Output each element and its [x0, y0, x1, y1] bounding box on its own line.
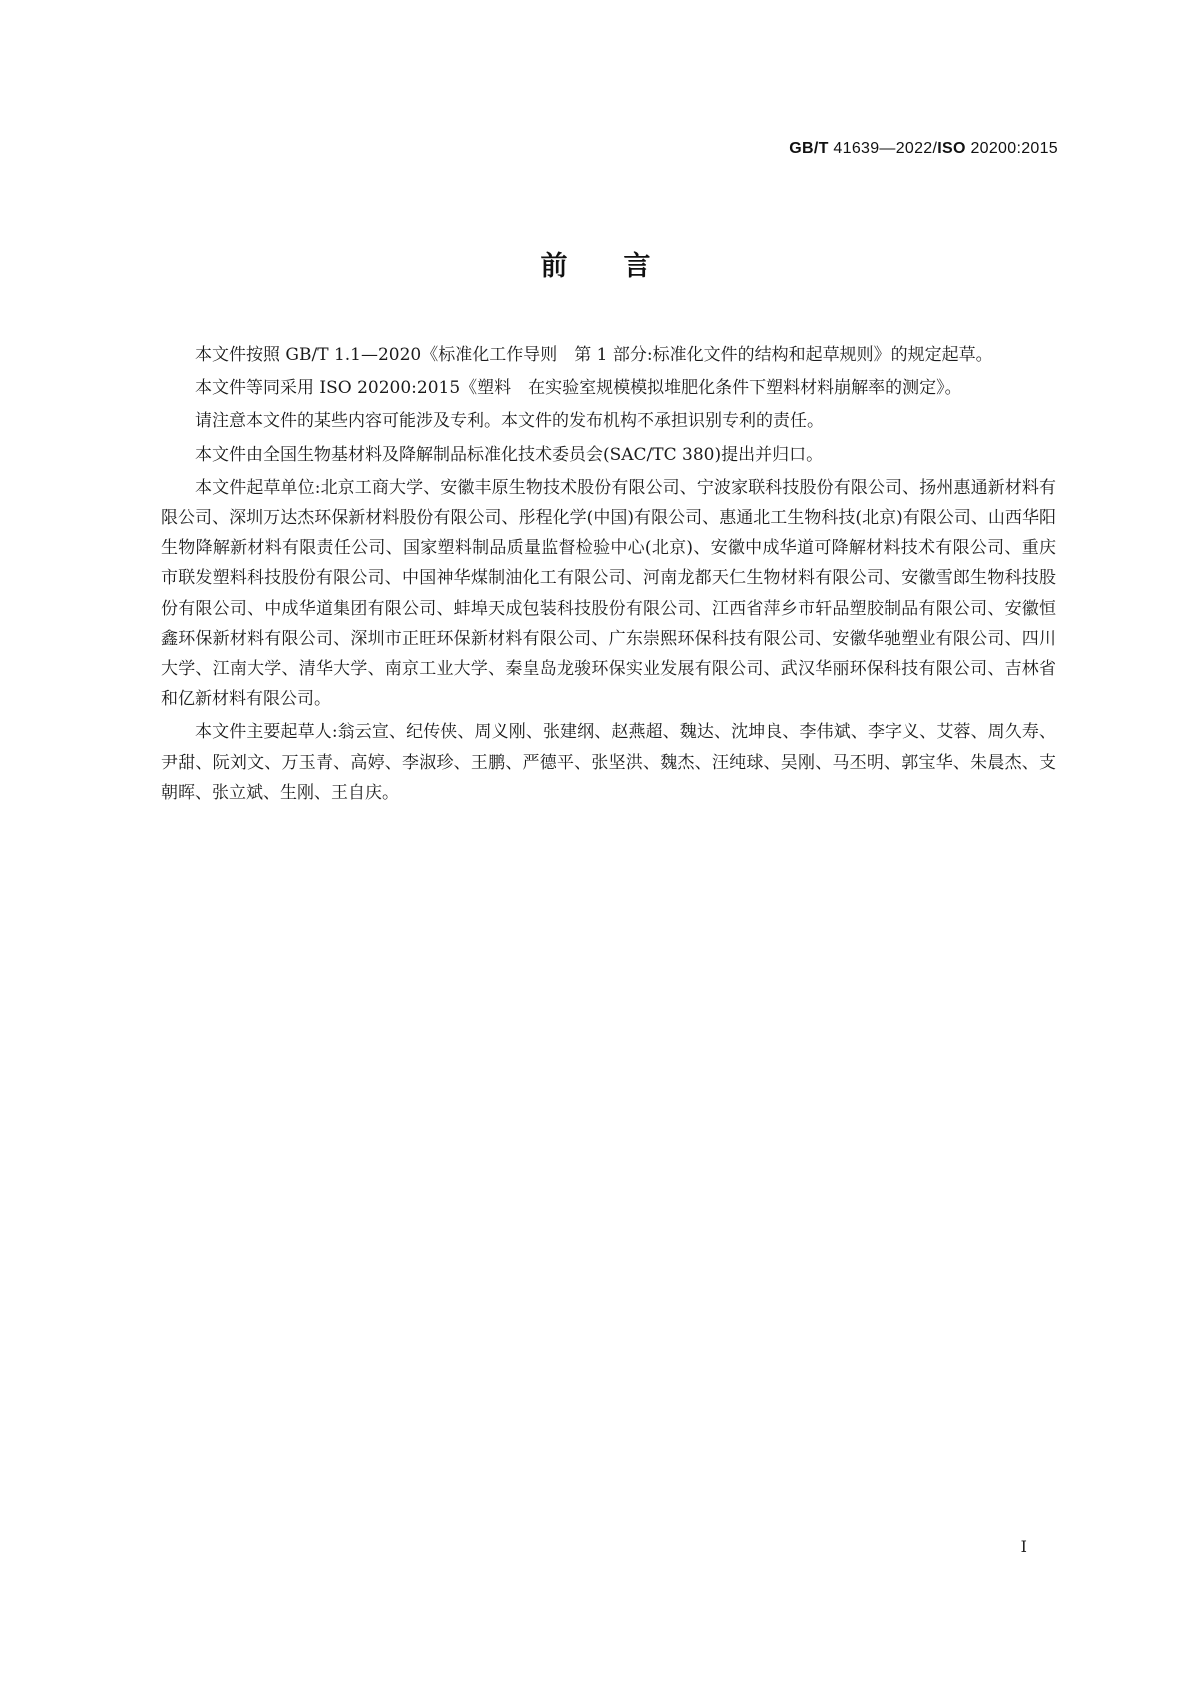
paragraph-patent-notice: 请注意本文件的某些内容可能涉及专利。本文件的发布机构不承担识别专利的责任。	[195, 411, 824, 432]
paragraph-iso-adoption: 本文件等同采用 ISO 20200:2015《塑料 在实验室规模模拟堆肥化条件下塑料材料崩解率的测定》。	[195, 378, 962, 399]
paragraph-drafters: 本文件主要起草人:翁云宣、纪传侠、周义刚、张建纲、赵燕超、魏达、沈坤良、李伟斌、李字义、艾蓉、周久寿、尹甜、阮刘文、万玉青、高婷、李淑珍、王鹏、严德平、张坚洪、魏杰、汪纯球、吴刚、马丕明、郭宝华、朱晨杰、支朝晖、张立斌、生刚、王自庆。	[161, 722, 1056, 803]
page-title: 前言	[540, 251, 707, 282]
standard-code-iso: ISO	[937, 140, 966, 157]
standard-code-iso-rest: 20200:2015	[965, 140, 1058, 157]
standard-code-gb: GB/T	[789, 140, 829, 157]
foreword-body	[161, 340, 1056, 811]
paragraph-drafting-rules: 本文件按照 GB/T 1.1—2020《标准化工作导则 第 1 部分:标准化文件的结构和起草规则》的规定起草。	[195, 345, 993, 365]
paragraph-committee: 本文件由全国生物基材料及降解制品标准化技术委员会(SAC/TC 380)提出并归口。	[195, 444, 824, 465]
paragraph-drafting-units: 本文件起草单位:北京工商大学、安徽丰原生物技术股份有限公司、宁波家联科技股份有限公司、扬州惠通新材料有限公司、深圳万达杰环保新材料股份有限公司、彤程化学(中国)有限公司、惠通北工生物科技(北京)有限公司、山西华阳生物降解新材料有限责任公司、国家塑料制品质量监督检验中心(北京)、安徽中成华道可降解材料技术有限公司、重庆市联发塑料科技股份有限公司、中国神华煤制油化工有限公司、河南龙都天仁生物材料有限公司、安徽雪郎生物科技股份有限公司、中成华道集团有限公司、蚌埠天成包装科技股份有限公司、江西省萍乡市轩品塑胶制品有限公司、安徽恒鑫环保新材料有限公司、深圳市正旺环保新材料有限公司、广东崇熙环保科技有限公司、安徽华驰塑业有限公司、四川大学、江南大学、清华大学、南京工业大学、秦皇岛龙骏环保实业发展有限公司、武汉华丽环保科技有限公司、吉林省和亿新材料有限公司。	[161, 477, 1056, 710]
standard-code	[789, 140, 1058, 158]
standard-code-main: 41639—2022/	[828, 140, 938, 157]
page-number: I	[1020, 1537, 1027, 1556]
